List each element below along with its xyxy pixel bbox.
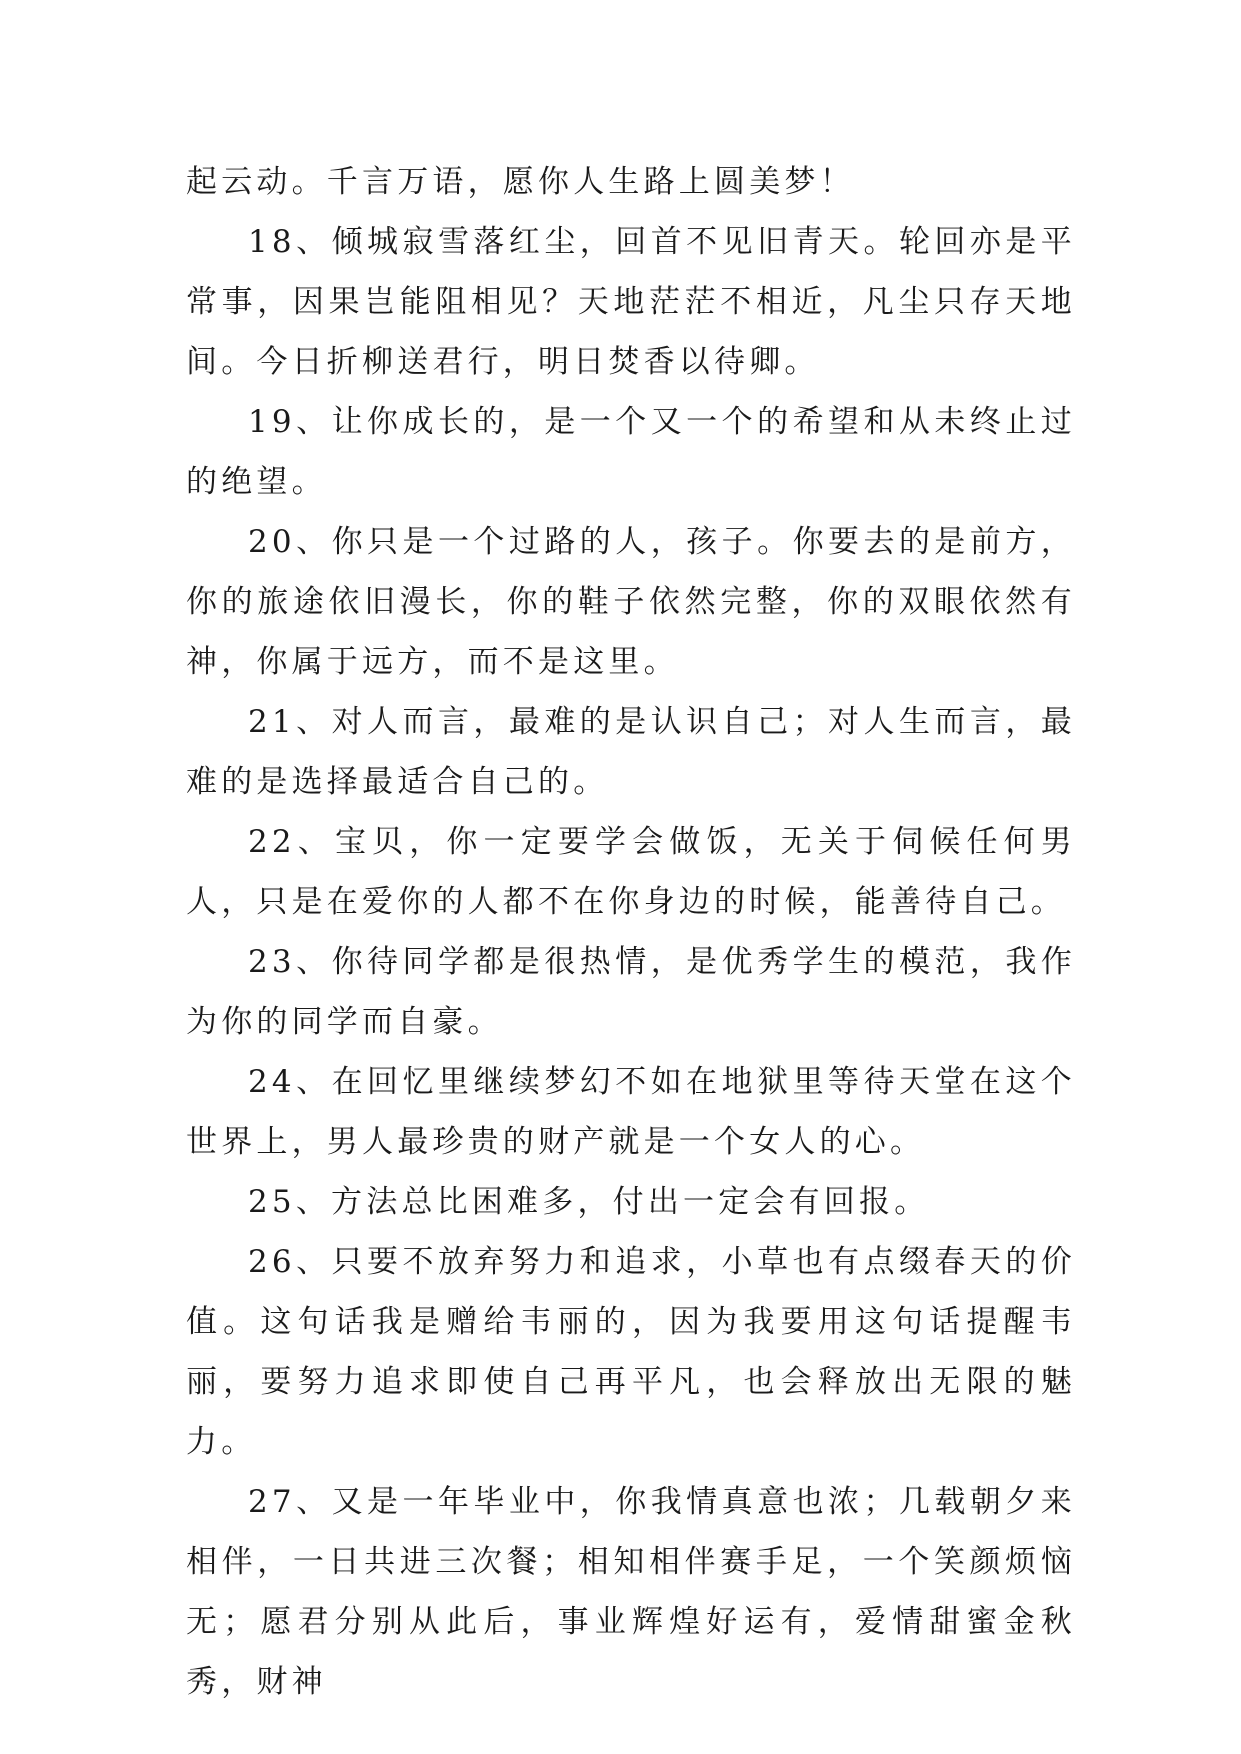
paragraph-continuation: 起云动。千言万语，愿你人生路上圆美梦！ [186, 164, 855, 200]
paragraph-item-19: 19、让你成长的，是一个又一个的希望和从未终止过的绝望。 [186, 404, 1076, 500]
paragraph-item-27: 27、又是一年毕业中，你我情真意也浓；几载朝夕来相伴，一日共进三次餐；相知相伴赛手足，一个笑颜烦恼无；愿君分别从此后，事业辉煌好运有，爱情甜蜜金秋秀，财神 [186, 1484, 1076, 1700]
paragraph-item-18: 18、倾城寂雪落红尘，回首不见旧青天。轮回亦是平常事，因果岂能阻相见？天地茫茫不相近，凡尘只存天地间。今日折柳送君行，明日焚香以待卿。 [186, 224, 1076, 380]
document-body [186, 152, 1076, 1712]
paragraph-item-22: 22、宝贝，你一定要学会做饭，无关于伺候任何男人，只是在爱你的人都不在你身边的时候，能善待自己。 [186, 824, 1076, 920]
paragraph-item-25: 25、方法总比困难多，付出一定会有回报。 [248, 1184, 930, 1220]
paragraph-item-21: 21、对人而言，最难的是认识自己；对人生而言，最难的是选择最适合自己的。 [186, 704, 1076, 800]
paragraph-item-23: 23、你待同学都是很热情，是优秀学生的模范，我作为你的同学而自豪。 [186, 944, 1076, 1040]
paragraph-item-20: 20、你只是一个过路的人，孩子。你要去的是前方，你的旅途依旧漫长，你的鞋子依然完整，你的双眼依然有神，你属于远方，而不是这里。 [186, 524, 1076, 680]
paragraph-item-24: 24、在回忆里继续梦幻不如在地狱里等待天堂在这个世界上，男人最珍贵的财产就是一个女人的心。 [186, 1064, 1076, 1160]
paragraph-item-26: 26、只要不放弃努力和追求，小草也有点缀春天的价值。这句话我是赠给韦丽的，因为我要用这句话提醒韦丽，要努力追求即使自己再平凡，也会释放出无限的魅力。 [186, 1244, 1076, 1460]
